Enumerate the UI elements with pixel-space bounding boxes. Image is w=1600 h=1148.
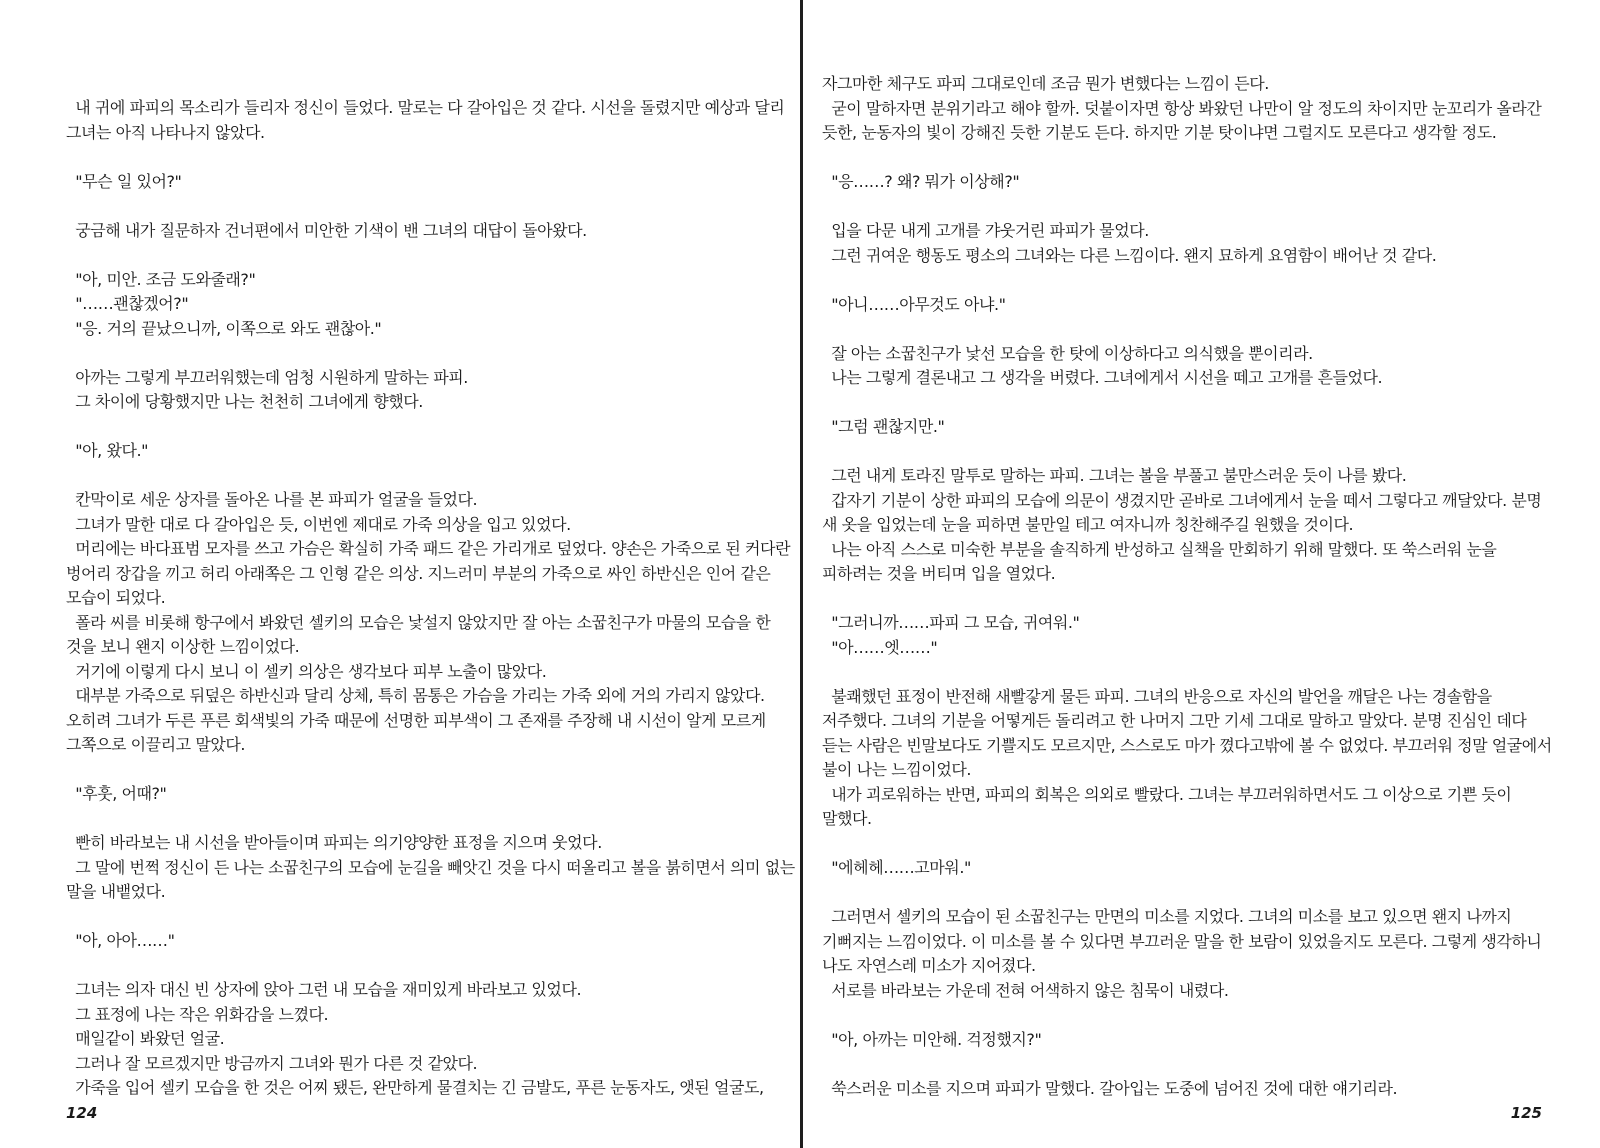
text-line: 그런 내게 토라진 말투로 말하는 파피. 그녀는 볼을 부풀고 불만스러운 듯이 나를 봤다. <box>822 466 1407 485</box>
text-line: 잘 아는 소꿉친구가 낯선 모습을 한 탓에 이상하다고 의식했을 뿐이리라. <box>822 343 1313 363</box>
text-line <box>66 954 795 979</box>
text-line <box>66 807 795 832</box>
text-line: 거기에 이렇게 다시 보니 이 셀키 의상은 생각보다 피부 노출이 많았다. <box>66 661 547 681</box>
text-line: 나는 그렇게 결론내고 그 생각을 버렸다. 그녀에게서 시선을 떼고 고개를 흔들었다. <box>822 368 1383 387</box>
text-line <box>822 268 1552 293</box>
text-line: 저주했다. 그녀의 기분을 어떻게든 돌리려고 한 나머지 그만 기세 그대로 말하고 말았다. 분명 진심인 데다 <box>822 711 1527 730</box>
text-line: 대부분 가죽으로 뒤덮은 하반신과 달리 상체, 특히 몸통은 가슴을 가리는 가죽 외에 거의 가리지 않았다. <box>66 686 765 705</box>
text-line: 듯한, 눈동자의 빛이 강해진 듯한 기분도 든다. 하지만 기분 탓이냐면 그럴지도 모른다고 생각할 정도. <box>822 123 1497 142</box>
text-line <box>66 145 795 170</box>
text-line <box>822 587 1552 612</box>
text-line <box>66 758 795 783</box>
text-line: 굳이 말하자면 분위기라고 해야 할까. 덧붙이자면 항상 봐왔던 나만이 알 정도의 차이지만 눈꼬리가 올라간 <box>822 98 1542 118</box>
right-page <box>804 0 1600 1148</box>
text-line <box>66 194 795 219</box>
text-line: 불이 나는 느낌이었다. <box>822 760 971 779</box>
text-line: 나는 아직 스스로 미숙한 부분을 솔직하게 반성하고 실책을 만회하기 위해 말했다. 또 쑥스러워 눈을 <box>822 539 1497 559</box>
text-line <box>822 440 1552 465</box>
text-line: "그러니까……파피 그 모습, 귀여워." <box>822 613 1080 632</box>
text-line: 그 차이에 당황했지만 나는 천천히 그녀에게 향했다. <box>66 392 423 411</box>
text-line: 모습이 되었다. <box>66 588 166 607</box>
text-line <box>822 1003 1552 1028</box>
text-line: 그러면서 셀키의 모습이 된 소꿉친구는 만면의 미소를 지었다. 그녀의 미소를 보고 있으면 왠지 나까지 <box>822 907 1512 926</box>
text-line <box>66 464 795 489</box>
text-line: 칸막이로 세운 상자를 돌아온 나를 본 파피가 얼굴을 들었다. <box>66 490 478 509</box>
text-line: 그러나 잘 모르겠지만 방금까지 그녀와 뭔가 다른 것 같았다. <box>66 1053 478 1073</box>
text-line: 것을 보니 왠지 이상한 느낌이었다. <box>66 637 300 656</box>
text-line <box>66 415 795 440</box>
text-line: 피하려는 것을 버티며 입을 열었다. <box>822 564 1056 583</box>
text-line <box>66 243 795 268</box>
text-line: "에헤헤……고마워." <box>822 858 971 877</box>
text-line: 그런 귀여운 행동도 평소의 그녀와는 다른 느낌이다. 왠지 묘하게 요염함이 배어난 것 같다. <box>822 245 1437 265</box>
text-line: "아, 아까는 미안해. 걱정했지?" <box>822 1029 1042 1049</box>
text-line: 입을 다문 내게 고개를 갸웃거린 파피가 물었다. <box>822 221 1149 240</box>
text-line: 머리에는 바다표범 모자를 쓰고 가슴은 확실히 가죽 패드 같은 가리개로 덮었다. 양손은 가죽으로 된 커다란 <box>66 539 791 558</box>
text-line <box>822 881 1552 906</box>
text-line: "아니……아무것도 아냐." <box>822 294 1006 314</box>
text-line: 그쪽으로 이끌리고 말았다. <box>66 735 245 754</box>
text-line: 나도 자연스레 미소가 지어졌다. <box>822 956 1036 975</box>
text-line: "아, 아아……" <box>66 931 175 950</box>
text-line: 벙어리 장갑을 끼고 허리 아래쪽은 그 인형 같은 의상. 지느러미 부분의 가죽으로 싸인 하반신은 인어 같은 <box>66 563 771 583</box>
text-line: 궁금해 내가 질문하자 건너편에서 미안한 기색이 밴 그녀의 대답이 돌아왔다. <box>66 220 587 240</box>
text-line <box>822 832 1552 857</box>
text-line: 쑥스러운 미소를 지으며 파피가 말했다. 갈아입는 도중에 넘어진 것에 대한 얘기리라. <box>822 1078 1398 1098</box>
text-line <box>66 905 795 930</box>
text-line <box>66 341 795 366</box>
text-line <box>822 146 1552 171</box>
text-line: 가죽을 입어 셀키 모습을 한 것은 어찌 됐든, 완만하게 물결치는 긴 금발도, 푸른 눈동자도, 앳된 얼굴도, <box>66 1078 764 1097</box>
left-page-number: 124 <box>66 1104 98 1122</box>
text-line <box>822 317 1552 342</box>
text-line: "그럼 괜찮지만." <box>822 417 945 436</box>
right-page-body <box>822 72 1552 1101</box>
text-line: 아까는 그렇게 부끄러워했는데 엄청 시원하게 말하는 파피. <box>66 367 468 387</box>
text-line: 폴라 씨를 비롯해 항구에서 봐왔던 셀키의 모습은 낯설지 않았지만 잘 아는 소꿉친구가 마물의 모습을 한 <box>66 612 771 632</box>
text-line: "아, 왔다." <box>66 441 149 460</box>
text-line: 기뻐지는 느낌이었다. 이 미소를 볼 수 있다면 부끄러운 말을 한 보람이 있었을지도 모른다. 그렇게 생각하니 <box>822 931 1542 951</box>
text-line: 새 옷을 입었는데 눈을 피하면 불만일 테고 여자니까 칭찬해주길 원했을 것이다. <box>822 515 1354 534</box>
text-line: 매일같이 봐왔던 얼굴. <box>66 1029 225 1048</box>
text-line: 내가 괴로워하는 반면, 파피의 회복은 의외로 빨랐다. 그녀는 부끄러워하면서도 그 이상으로 기쁜 듯이 <box>822 784 1512 804</box>
text-line <box>822 391 1552 416</box>
text-line: "응. 거의 끝났으니까, 이쪽으로 와도 괜찮아." <box>66 318 382 338</box>
text-line: "응……? 왜? 뭐가 이상해?" <box>822 172 1020 191</box>
text-line: 말했다. <box>822 809 872 828</box>
text-line: 그녀는 의자 대신 빈 상자에 앉아 그런 내 모습을 재미있게 바라보고 있었다. <box>66 980 582 999</box>
right-page-number: 125 <box>1510 1104 1542 1122</box>
text-line: "……괜찮겠어?" <box>66 294 189 313</box>
text-line: "아, 미안. 조금 도와줄래?" <box>66 269 256 289</box>
text-line: 오히려 그녀가 두른 푸른 회색빛의 가죽 때문에 선명한 피부색이 그 존재를 주장해 내 시선이 알게 모르게 <box>66 710 766 730</box>
text-line: "후훗, 어때?" <box>66 784 167 803</box>
text-line: "무슨 일 있어?" <box>66 171 182 191</box>
text-line: 내 귀에 파피의 목소리가 들리자 정신이 들었다. 말로는 다 갈아입은 것 같다. 시선을 돌렸지만 예상과 달리 <box>66 98 785 117</box>
text-line: 불쾌했던 표정이 반전해 새빨갛게 물든 파피. 그녀의 반응으로 자신의 발언을 깨달은 나는 경솔함을 <box>822 686 1492 706</box>
text-line: "아……엣……" <box>822 637 938 657</box>
text-line: 갑자기 기분이 상한 파피의 모습에 의문이 생겼지만 곧바로 그녀에게서 눈을 떼서 그렇다고 깨달았다. 분명 <box>822 490 1542 510</box>
text-line: 자그마한 체구도 파피 그대로인데 조금 뭔가 변했다는 느낌이 든다. <box>822 74 1269 93</box>
text-line: 말을 내뱉었다. <box>66 882 166 901</box>
text-line: 빤히 바라보는 내 시선을 받아들이며 파피는 의기양양한 표정을 지으며 웃었다. <box>66 833 602 852</box>
text-line: 그 표정에 나는 작은 위화감을 느꼈다. <box>66 1004 329 1024</box>
text-line: 그녀가 말한 대로 다 갈아입은 듯, 이번엔 제대로 가죽 의상을 입고 있었다. <box>66 514 571 534</box>
text-line <box>822 660 1552 685</box>
left-page-body <box>66 96 795 1101</box>
text-line: 듣는 사람은 빈말보다도 기쁠지도 모르지만, 스스로도 마가 꼈다고밖에 볼 수 없었다. 부끄러워 정말 얼굴에서 <box>822 735 1552 755</box>
text-line: 그녀는 아직 나타나지 않았다. <box>66 122 265 142</box>
book-gutter <box>800 0 803 1148</box>
text-line <box>822 195 1552 220</box>
text-line: 그 말에 번쩍 정신이 든 나는 소꿉친구의 모습에 눈길을 빼앗긴 것을 다시 떠올리고 볼을 붉히면서 의미 없는 <box>66 857 795 877</box>
text-line: 서로를 바라보는 가운데 전혀 어색하지 않은 침묵이 내렸다. <box>822 980 1229 1000</box>
text-line <box>822 1052 1552 1077</box>
